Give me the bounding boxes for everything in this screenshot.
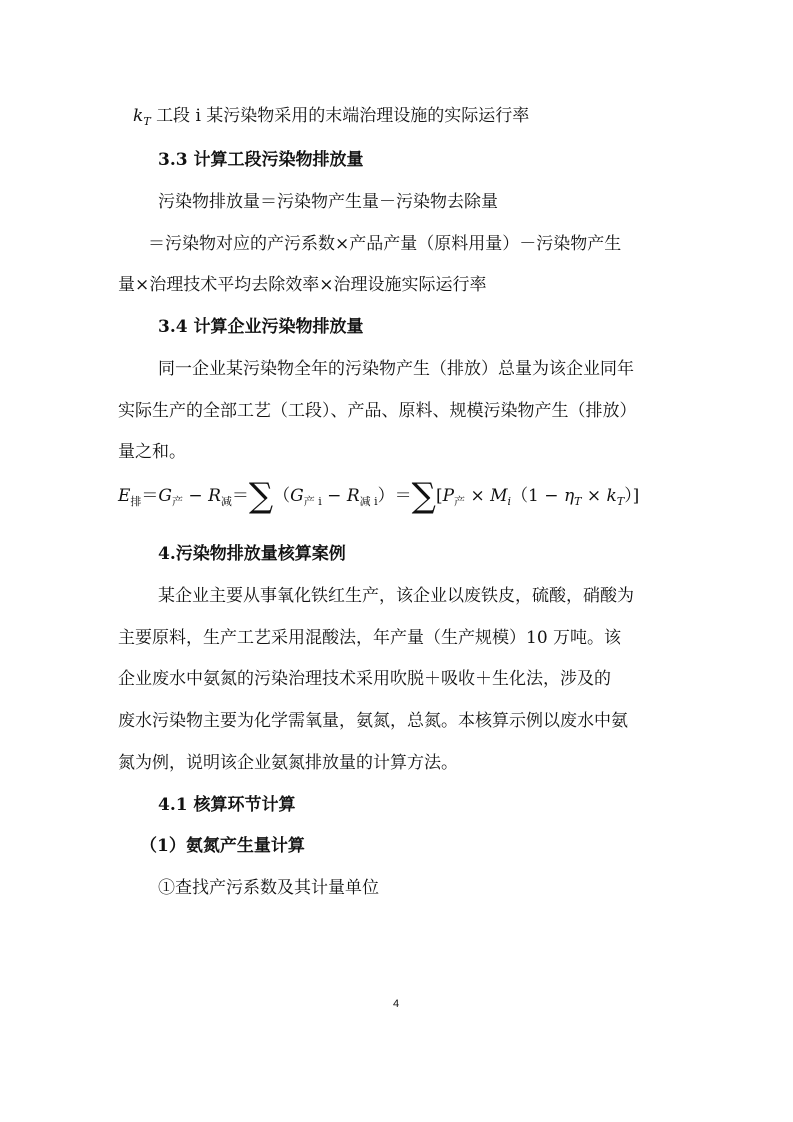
- heading-4-1-1: （1）氨氮产生量计算: [140, 836, 305, 856]
- paragraph-2-line-5: 氮为例，说明该企业氨氮排放量的计算方法。: [118, 753, 458, 773]
- equation-line-1: 污染物排放量＝污染物产生量－污染物去除量: [158, 192, 498, 212]
- step-1-line: ①查找产污系数及其计量单位: [158, 878, 379, 898]
- paragraph-1-line-1: 同一企业某污染物全年的污染物产生（排放）总量为该企业同年: [158, 359, 634, 379]
- emission-formula: $E_排=G_产 - R_减=\sum(G_{产 i} - R_{减 i})=\sum[P_产 \times M_i(1 - \eta_T \times k_T)]$: [118, 476, 640, 516]
- kt-symbol: $k_T$: [133, 106, 151, 128]
- kt-definition-line: [133, 104, 529, 134]
- heading-4: 4.污染物排放量核算案例: [158, 544, 346, 564]
- summation-symbol-2: ∑: [411, 476, 436, 516]
- equation-line-2a: ＝污染物对应的产污系数×产品产量（原料用量）－污染物产生: [148, 234, 622, 254]
- page-number: 4: [393, 998, 400, 1010]
- summation-symbol: ∑: [248, 476, 274, 516]
- paragraph-2-line-3: 企业废水中氨氮的污染治理技术采用吹脱＋吸收＋生化法，涉及的: [118, 669, 611, 689]
- paragraph-1-line-2: 实际生产的全部工艺（工段）、产品、原料、规模污染物产生（排放）: [118, 401, 637, 421]
- paragraph-2-line-1: 某企业主要从事氧化铁红生产，该企业以废铁皮，硫酸，硝酸为: [158, 586, 634, 606]
- paragraph-2-line-2: 主要原料，生产工艺采用混酸法，年产量（生产规模）10 万吨。该: [118, 628, 622, 648]
- paragraph-2-line-4: 废水污染物主要为化学需氧量，氨氮，总氮。本核算示例以废水中氨: [118, 711, 628, 731]
- heading-3-4: 3.4 计算企业污染物排放量: [158, 317, 364, 337]
- heading-3-3: 3.3 计算工段污染物排放量: [158, 150, 364, 170]
- kt-definition-text: 工段 i 某污染物采用的末端治理设施的实际运行率: [156, 106, 530, 126]
- equation-line-2b: 量×治理技术平均去除效率×治理设施实际运行率: [118, 275, 487, 295]
- paragraph-1-line-3: 量之和。: [118, 442, 186, 462]
- heading-4-1: 4.1 核算环节计算: [158, 795, 296, 815]
